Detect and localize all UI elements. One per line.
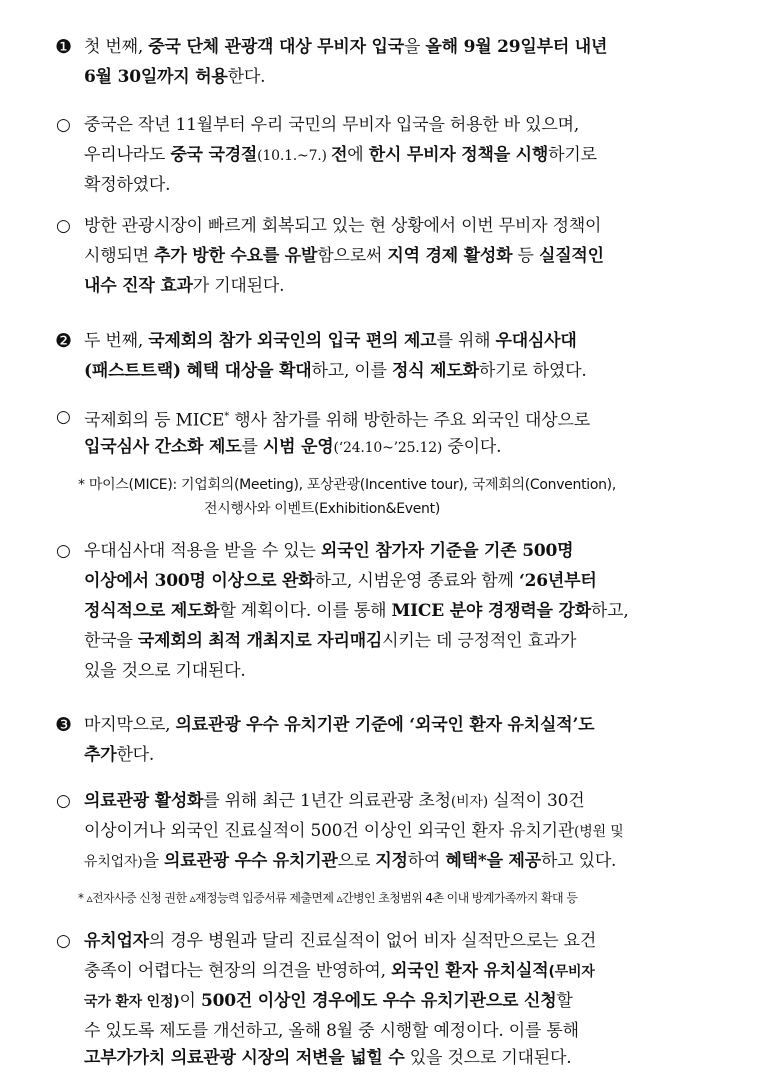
section-2-line-2: (패스트트랙) 혜택 대상을 확대하고, 이를 정식 제도화하기로 하였다. [84,361,587,381]
bullet-line: 국제회의 등 MICE* 행사 참가를 위해 방한하는 주요 외국인 대상으로 [84,410,590,431]
section-1-line-2: 6월 30일까지 허용한다. [84,67,266,87]
section-3-line-2: 추가한다. [84,745,155,765]
bullet-circle: ○ [56,931,71,951]
bullet-line: 국가 환자 인정)이 500건 이상인 경우에도 우수 유치기관으로 신청할 [84,991,573,1011]
bullet-line: 입국심사 간소화 제도를 시범 운영(‘24.10~’25.12) 중이다. [84,437,502,457]
footnote-line: * ▵전자사증 신청 권한 ▵재정능력 입증서류 제출면제 ▵간병인 초청범위 4촌 이내 방계가족까지 확대 등 [78,891,578,905]
bullet-line: 중국은 작년 11월부터 우리 국민의 무비자 입국을 허용한 바 있으며, [84,115,580,135]
bullet-circle: ○ [56,115,71,135]
footnote-line: * 마이스(MICE): 기업회의(Meeting), 포상관광(Incentive tour), 국제회의(Convention), [78,477,616,493]
bullet-line: 이상에서 300명 이상으로 완화하고, 시범운영 종료와 함께 ‘26년부터 [84,571,597,591]
bullet-line: 방한 관광시장이 빠르게 회복되고 있는 현 상황에서 이번 무비자 정책이 [84,216,602,236]
section-marker-1: ❶ [55,36,73,58]
bullet-circle: ○ [56,791,71,811]
bullet-line: 고부가가치 의료관광 시장의 저변을 넓힐 수 있을 것으로 기대된다. [84,1048,572,1068]
bullet-circle: ○ [56,541,71,561]
bullet-line: 유치업자의 경우 병원과 달리 진료실적이 없어 비자 실적만으로는 요건 [84,931,597,951]
bullet-line: 한국을 국제회의 최적 개최지로 자리매김시키는 데 긍정적인 효과가 [84,631,577,651]
bullet-line: 확정하였다. [84,175,171,195]
bullet-circle: ○ [56,407,71,427]
bullet-line: 시행되면 추가 방한 수요를 유발함으로써 지역 경제 활성화 등 실질적인 [84,246,604,266]
bullet-line: 수 있도록 제도를 개선하고, 올해 8월 중 시행할 예정이다. 이를 통해 [84,1021,579,1041]
bullet-line: 우대심사대 적용을 받을 수 있는 외국인 참가자 기준을 기존 500명 [84,541,574,561]
bullet-line: 유치업자)을 의료관광 우수 유치기관으로 지정하여 혜택*을 제공하고 있다. [84,851,617,871]
section-1-line-1: 첫 번째, 중국 단체 관광객 대상 무비자 입국을 올해 9월 29일부터 내년 [84,37,608,57]
section-2-line-1: 두 번째, 국제회의 참가 외국인의 입국 편의 제고를 위해 우대심사대 [84,331,577,351]
bullet-line: 있을 것으로 기대된다. [84,661,246,681]
bullet-line: 내수 진작 효과가 기대된다. [84,276,285,296]
bullet-line: 의료관광 활성화를 위해 최근 1년간 의료관광 초청(비자) 실적이 30건 [84,791,585,811]
footnote-line: 전시행사와 이벤트(Exhibition&Event) [204,501,440,517]
section-3-line-1: 마지막으로, 의료관광 우수 유치기관 기준에 ‘외국인 환자 유치실적’도 [84,715,595,735]
bullet-circle: ○ [56,216,71,236]
bullet-line: 정식적으로 제도화할 계획이다. 이를 통해 MICE 분야 경쟁력을 강화하고, [84,601,629,621]
bullet-line: 충족이 어렵다는 현장의 의견을 반영하여, 외국인 환자 유치실적(무비자 [84,961,595,981]
section-marker-3: ❸ [55,714,73,736]
bullet-line: 우리나라도 중국 국경절(10.1.~7.) 전에 한시 무비자 정책을 시행하기로 [84,145,597,165]
bullet-line: 이상이거나 외국인 진료실적이 500건 이상인 외국인 환자 유치기관(병원 및 [84,821,624,841]
section-marker-2: ❷ [55,330,73,352]
